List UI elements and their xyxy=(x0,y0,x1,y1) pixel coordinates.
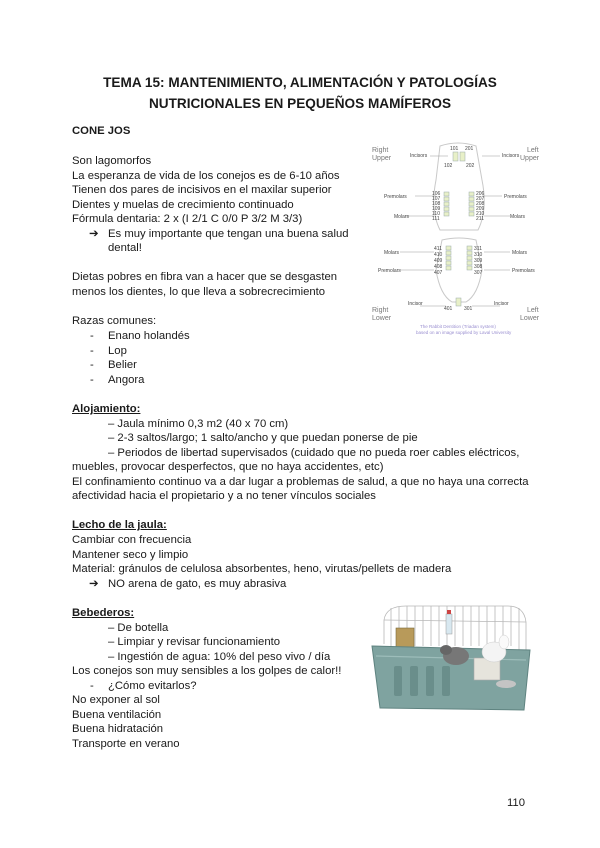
rabbit-dentition-diagram xyxy=(370,140,550,340)
diet-line: Dietas pobres en fibra van a hacer que se desgasten xyxy=(72,271,338,283)
tooth-num: 410 xyxy=(434,252,443,258)
lecho-line: Material: gránulos de celulosa absorbentes, heno, virutas/pellets de madera xyxy=(72,563,452,575)
figure-caption: The Rabbit Dentition (Triadan system) xyxy=(420,324,496,329)
breed-item: Belier xyxy=(108,359,137,371)
list-dash: - xyxy=(90,679,94,692)
heat-warning: Los conejos son muy sensibles a los golpes de calor!! xyxy=(72,665,342,677)
list-dash: - xyxy=(90,359,94,371)
tooth-num: 210 xyxy=(476,211,485,217)
section-heading-lecho: Lecho de la jaula: xyxy=(72,519,167,531)
bebederos-item: – De botella xyxy=(108,621,169,634)
tooth-num: 310 xyxy=(474,252,483,258)
label-molars-right: Molars xyxy=(394,214,410,220)
tooth-num: 407 xyxy=(434,270,443,276)
breed-item: Enano holandés xyxy=(108,330,190,342)
tooth-num: 409 xyxy=(434,258,443,264)
alojamiento-paragraph: afectividad hacia el propietario y a no tener vínculos sociales xyxy=(72,490,376,502)
label-incisor-lower-left: Incisor xyxy=(494,301,509,307)
fact-line: Son lagomorfos xyxy=(72,155,152,167)
label-premolars-lower-left: Premolars xyxy=(512,268,535,274)
tooth-num: 101 xyxy=(450,146,459,152)
fact-line: La esperanza de vida de los conejos es de 6-10 años xyxy=(72,169,340,182)
question-line: ¿Cómo evitarlos? xyxy=(108,679,197,692)
tooth-num: 307 xyxy=(474,270,483,276)
dental-note-line: dental! xyxy=(108,242,142,254)
tooth-num: 309 xyxy=(474,258,483,264)
list-dash: - xyxy=(90,344,94,357)
tooth-num: 401 xyxy=(444,306,453,312)
bebederos-item: – Ingestión de agua: 10% del peso vivo / día xyxy=(108,650,331,663)
alojamiento-item: – 2-3 saltos/largo; 1 salto/ancho y que puedan ponerse de pie xyxy=(108,432,418,444)
rabbit-cage-image xyxy=(366,600,536,715)
label-premolars-right: Premolars xyxy=(384,194,407,200)
tooth-num: 308 xyxy=(474,264,483,270)
label-molars-lower-left: Molars xyxy=(512,250,528,256)
tooth-num: 311 xyxy=(474,246,482,252)
tooth-num: 207 xyxy=(476,196,485,202)
title-line-1: TEMA 15: MANTENIMIENTO, ALIMENTACIÓN Y PATOLOGÍAS xyxy=(103,75,497,90)
diet-line: menos los dientes, lo que lleva a sobrecrecimiento xyxy=(72,285,326,298)
arrow-icon: ➔ xyxy=(89,227,99,240)
label-premolars-lower-right: Premolars xyxy=(378,268,401,274)
breed-item: Lop xyxy=(108,344,127,357)
lecho-line: Mantener seco y limpio xyxy=(72,548,189,561)
tooth-num: 211 xyxy=(476,216,484,222)
label-right-lower: Right Lower xyxy=(372,307,392,322)
lecho-line: Cambiar con frecuencia xyxy=(72,534,192,546)
fact-line: Tienen dos pares de incisivos en el maxilar superior xyxy=(72,184,332,196)
tooth-num: 208 xyxy=(476,201,485,207)
bebederos-item: – Limpiar y revisar funcionamiento xyxy=(108,636,281,648)
page-title xyxy=(60,72,540,114)
label-right-upper: Right Upper xyxy=(372,147,392,162)
page-number: 110 xyxy=(506,797,525,809)
label-molars-left: Molars xyxy=(510,214,526,220)
tip-line: Buena hidratación xyxy=(72,723,164,735)
tooth-num: 209 xyxy=(476,206,485,212)
tooth-num: 110 xyxy=(432,211,440,217)
tooth-num: 108 xyxy=(432,201,441,207)
tooth-num: 201 xyxy=(465,146,474,152)
label-left-upper: Left Upper xyxy=(520,147,540,162)
tooth-num: 202 xyxy=(466,163,475,169)
arrow-icon: ➔ xyxy=(89,577,99,590)
alojamiento-item: – Periodos de libertad supervisados (cuidado que no pueda roer cables eléctricos, xyxy=(108,446,520,459)
alojamiento-continuation: muebles, provocar desperfectos, que no haya accidentes, etc) xyxy=(72,461,384,473)
tooth-num: 411 xyxy=(434,246,442,252)
label-incisor-lower-right: Incisor xyxy=(408,301,423,307)
figure-caption: based on an image supplied by Laval University xyxy=(416,330,512,335)
list-dash: - xyxy=(90,373,94,386)
fact-line: Dientes y muelas de crecimiento continuado xyxy=(72,198,294,211)
lecho-note: NO arena de gato, es muy abrasiva xyxy=(108,577,287,590)
tip-line: Buena ventilación xyxy=(72,708,162,721)
dental-note-line: Es muy importante que tengan una buena salud xyxy=(108,227,349,240)
tooth-num: 107 xyxy=(432,196,441,202)
fact-line: Fórmula dentaria: 2 x (I 2/1 C 0/0 P 3/2 M 3/3) xyxy=(72,213,303,225)
tooth-num: 109 xyxy=(432,206,441,212)
section-heading-conejos: CONE JOS xyxy=(72,125,131,137)
label-premolars-left: Premolars xyxy=(504,194,527,200)
tip-line: Transporte en verano xyxy=(72,737,180,750)
list-dash: - xyxy=(90,330,94,342)
tooth-num: 408 xyxy=(434,264,443,270)
tooth-num: 206 xyxy=(476,191,485,197)
label-incisors-left: Incisors xyxy=(502,153,520,159)
alojamiento-paragraph: El confinamiento continuo va a dar lugar a problemas de salud, a que no haya una correcta xyxy=(72,475,529,488)
breed-item: Angora xyxy=(108,373,145,386)
section-heading-alojamiento: Alojamiento: xyxy=(72,403,141,415)
label-incisors-right: Incisors xyxy=(410,153,428,159)
label-left-lower: Left Lower xyxy=(520,307,540,322)
tooth-num: 301 xyxy=(464,306,473,312)
title-line-2: NUTRICIONALES EN PEQUEÑOS MAMÍFEROS xyxy=(148,96,452,111)
tooth-num: 102 xyxy=(444,163,453,169)
alojamiento-item: – Jaula mínimo 0,3 m2 (40 x 70 cm) xyxy=(108,417,289,430)
section-heading-bebederos: Bebederos: xyxy=(72,607,135,619)
tooth-num: 106 xyxy=(432,191,441,197)
breeds-heading: Razas comunes: xyxy=(72,315,157,327)
label-molars-lower-right: Molars xyxy=(384,250,400,256)
tooth-num: 111 xyxy=(432,216,440,222)
tip-line: No exponer al sol xyxy=(72,694,160,706)
